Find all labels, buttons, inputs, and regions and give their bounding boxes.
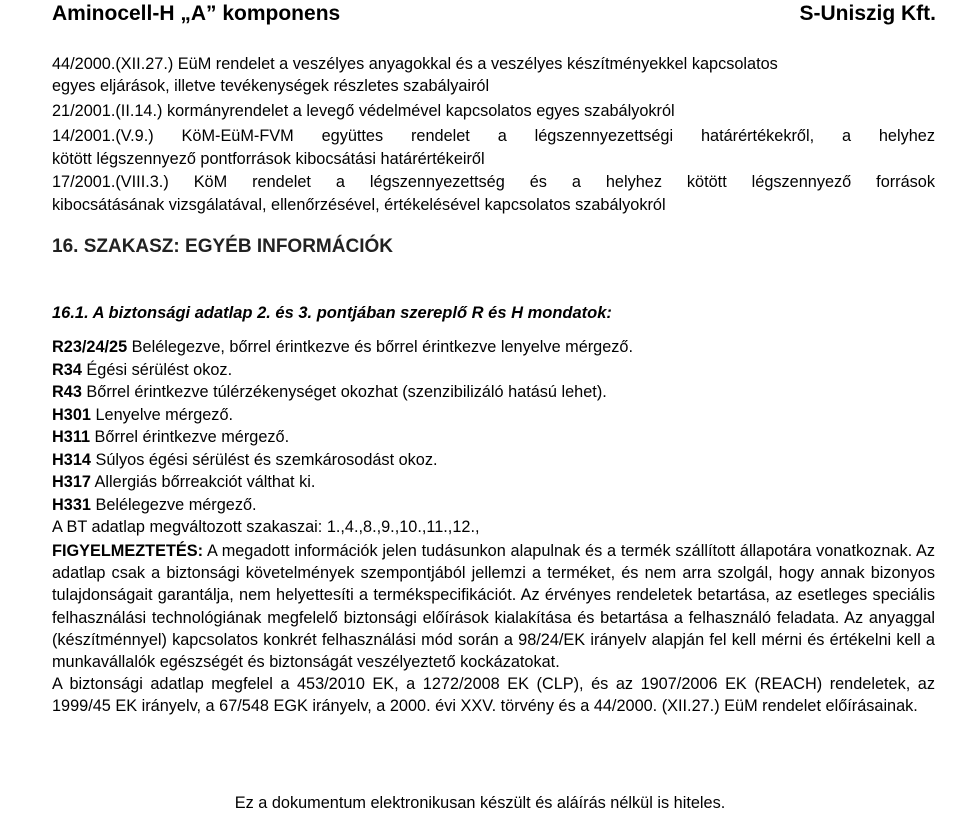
hazard-phrase: [52, 359, 633, 382]
warning-body: A megadott információk jelen tudásunkon alapulnak és a termék szállított állapotára vonatkoznak. Az adatlap csak a biztonsági követelmények szempontjából jellemzi a terméket, és nem arra szolgál, hogy annak bizonyos tulajdonságait garantálja, nem helyettesíti a termékspecifikációt. Az érvényes rendeletek betartása, az esetleges speciális felhasználási technológiának megfelelő biztonsági előírások kialakítása és betartása a felhasználó feladata. Az anyaggal (készítménnyel) kapcsolatos konkrét felhasználási mód során a 98/24/EK irányelv alapján fel kell mérni és értékelni kell a munkavállalók egészségét és biztonságát veszélyeztető kockázatokat.: [52, 542, 935, 672]
hazard-phrase: [52, 494, 633, 517]
phrase-text: Belélegezve mérgező.: [90, 495, 257, 514]
phrase-code: R23/24/25: [52, 338, 128, 356]
regulation-4-line-2: kibocsátásának vizsgálatával, ellenőrzésével, értékelésével kapcsolatos szabályokról: [52, 196, 666, 214]
phrase-code: R34: [52, 360, 82, 379]
warning-text: [52, 540, 935, 673]
hazard-phrase: [52, 426, 633, 449]
warning-label: FIGYELMEZTETÉS:: [52, 542, 204, 560]
phrase-text: Égési sérülést okoz.: [81, 360, 233, 379]
phrase-text: Allergiás bőrreakciót válthat ki.: [90, 473, 316, 491]
hazard-phrase: [52, 471, 633, 494]
phrase-text: Bőrrel érintkezve túlérzékenységet okozhat (szenzibilizáló hatású lehet).: [81, 383, 607, 401]
phrase-code: H301: [52, 405, 91, 424]
changes-note: A BT adatlap megváltozott szakaszai: 1.,4.,8.,9.,10.,11.,12.,: [52, 518, 480, 536]
hazard-phrases-list: [52, 336, 633, 539]
regulation-4-line-1: 17/2001.(VIII.3.) KöM rendelet a légszennyezettség és a helyhez kötött légszennyező források: [52, 173, 935, 191]
regulation-3-line-2: kötött légszennyező pontforrások kibocsátási határértékeiről: [52, 150, 485, 168]
hazard-phrase: [52, 404, 633, 427]
page-header: [52, 0, 936, 28]
regulation-2: 21/2001.(II.14.) kormányrendelet a levegő védelmével kapcsolatos egyes szabályokról: [52, 102, 675, 120]
subsection-title: 16.1. A biztonsági adatlap 2. és 3. pontjában szereplő R és H mondatok:: [52, 304, 612, 322]
phrase-code: H317: [52, 473, 91, 491]
phrase-text: Súlyos égési sérülést és szemkárosodást okoz.: [90, 450, 438, 469]
hazard-phrase: [52, 336, 633, 359]
phrase-text: Lenyelve mérgező.: [90, 405, 234, 424]
section-title: 16. SZAKASZ: EGYÉB INFORMÁCIÓK: [52, 236, 393, 257]
warning-paragraph: [52, 540, 935, 718]
phrase-text: Bőrrel érintkezve mérgező.: [90, 428, 290, 446]
product-name: Aminocell-H „A” komponens: [52, 2, 341, 25]
footer-note: Ez a dokumentum elektronikusan készült és aláírás nélkül is hiteles.: [234, 794, 726, 812]
regulation-1-line-2: egyes eljárások, illetve tevékenységek részletes szabályairól: [52, 77, 490, 95]
regulation-3-line-1: 14/2001.(V.9.) KöM-EüM-FVM együttes rendelet a légszennyezettségi határértékekről, a helyhez: [52, 127, 935, 145]
phrase-code: R43: [52, 383, 82, 401]
phrase-text: Belélegezve, bőrrel érintkezve és bőrrel érintkezve lenyelve mérgező.: [127, 338, 634, 356]
company-name: S-Uniszig Kft.: [799, 2, 936, 25]
regulation-1-line-1: 44/2000.(XII.27.) EüM rendelet a veszélyes anyagokkal és a veszélyes készítményekkel kapcsolatos: [52, 55, 778, 73]
hazard-phrase: [52, 449, 633, 472]
phrase-code: H331: [52, 495, 91, 514]
phrase-code: H311: [52, 428, 91, 446]
compliance-text: A biztonsági adatlap megfelel a 453/2010 EK, a 1272/2008 EK (CLP), és az 1907/2006 EK (REACH) rendeletek, az 1999/45 EK irányelv, a 67/548 EGK irányelv, a 2000. évi XXV. törvény és a 44/2000. (XII.27.) EüM rendelet előírásainak.: [52, 675, 935, 716]
hazard-phrase: [52, 381, 633, 404]
phrase-code: H314: [52, 450, 91, 469]
